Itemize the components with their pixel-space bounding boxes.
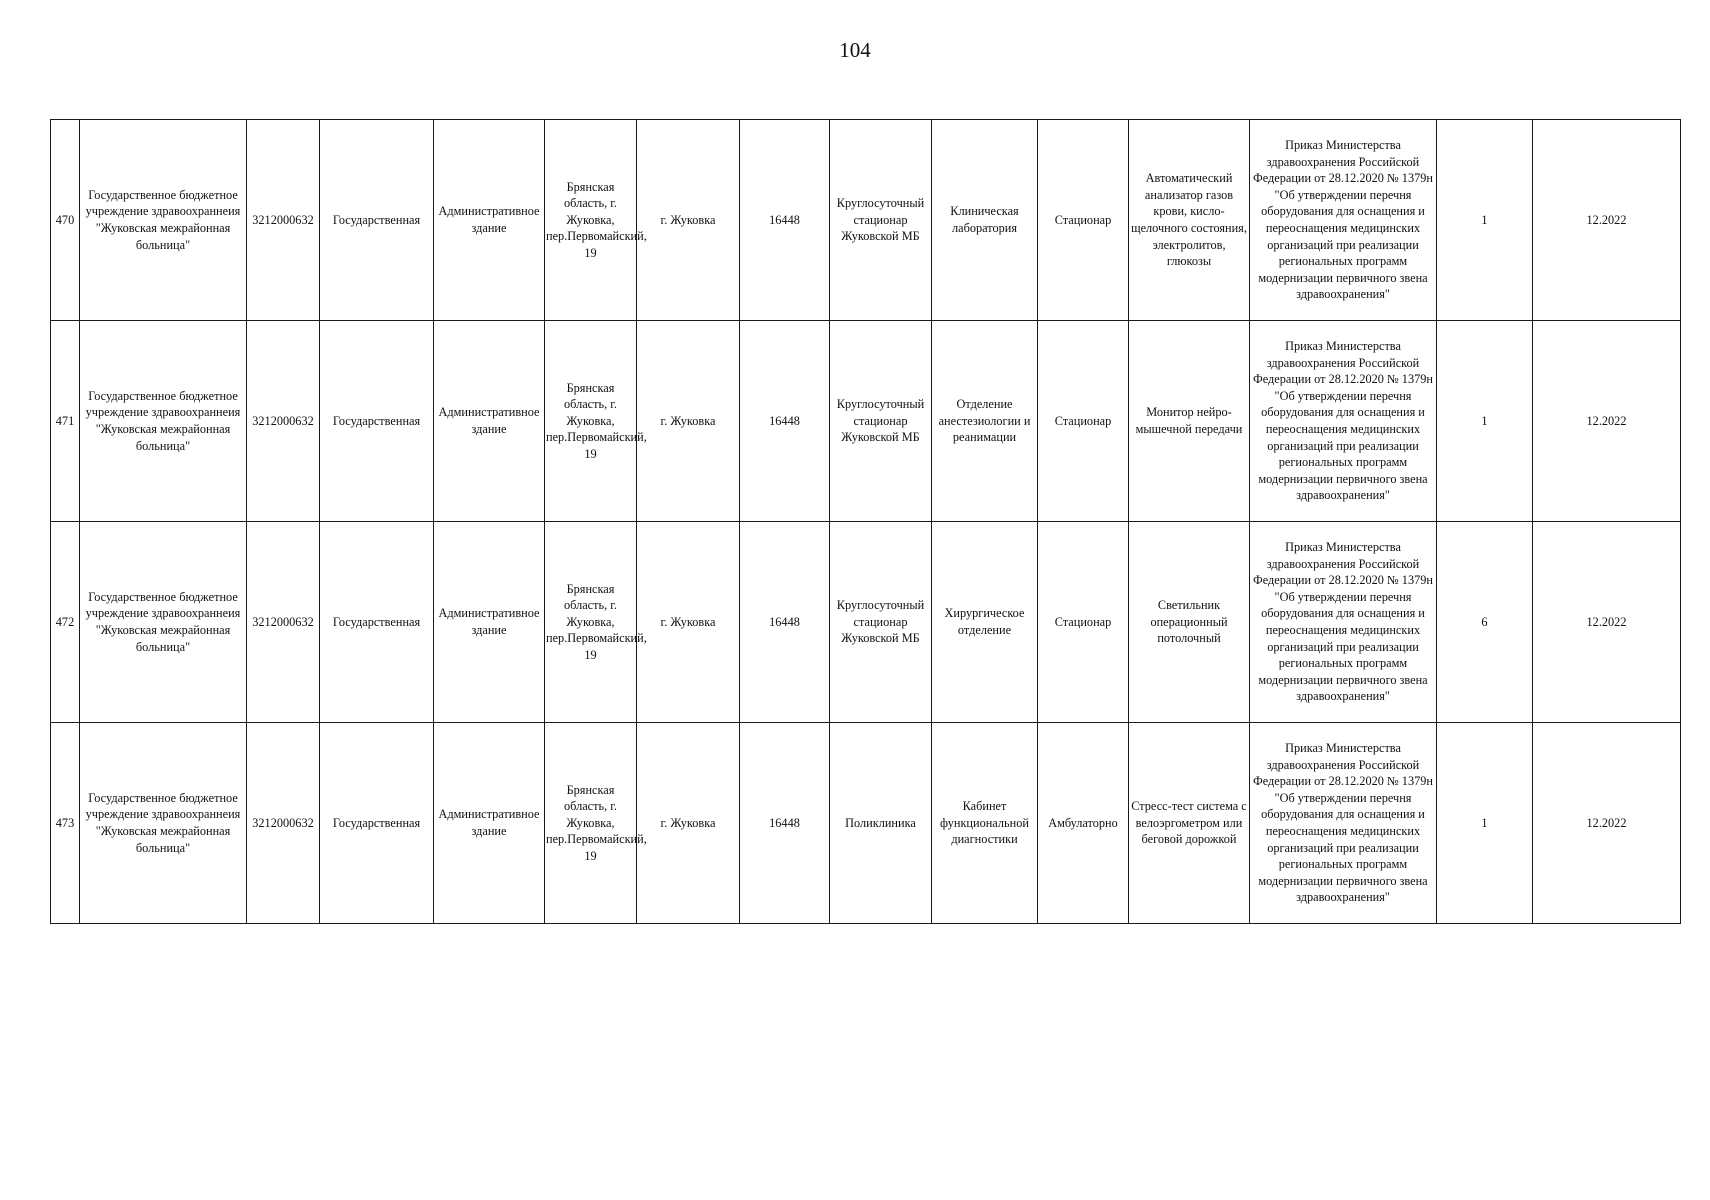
organization-name: Государственное бюджетное учреждение здравоохраннеия "Жуковская межрайонная больница" <box>80 321 247 522</box>
address: Брянская область, г. Жуковка, пер.Первомайский, 19 <box>545 120 637 321</box>
care-form: Стационар <box>1038 522 1129 723</box>
facility: Поликлиника <box>830 723 932 924</box>
equipment-name: Стресс-тест система с велоэргометром или беговой дорожкой <box>1129 723 1250 924</box>
facility: Круглосуточный стационар Жуковской МБ <box>830 120 932 321</box>
inn: 3212000632 <box>247 120 320 321</box>
city: г. Жуковка <box>637 120 740 321</box>
row-number: 471 <box>51 321 80 522</box>
building-type: Административное здание <box>434 723 545 924</box>
table-row <box>51 120 1681 321</box>
department: Клиническая лаборатория <box>932 120 1038 321</box>
ownership-form: Государственная <box>320 120 434 321</box>
quantity: 1 <box>1437 723 1533 924</box>
address: Брянская область, г. Жуковка, пер.Первомайский, 19 <box>545 723 637 924</box>
building-type: Административное здание <box>434 522 545 723</box>
department: Отделение анестезиологии и реанимации <box>932 321 1038 522</box>
building-type: Административное здание <box>434 120 545 321</box>
facility: Круглосуточный стационар Жуковской МБ <box>830 321 932 522</box>
oktmo-code: 16448 <box>740 522 830 723</box>
legal-basis: Приказ Министерства здравоохранения Российской Федерации от 28.12.2020 № 1379н "Об утверждении перечня оборудования для оснащения и переоснащения медицинских организаций при реализации региональных программ модернизации первичного звена здравоохранения" <box>1250 723 1437 924</box>
equipment-registry-table <box>50 119 1681 924</box>
oktmo-code: 16448 <box>740 120 830 321</box>
legal-basis: Приказ Министерства здравоохранения Российской Федерации от 28.12.2020 № 1379н "Об утверждении перечня оборудования для оснащения и переоснащения медицинских организаций при реализации региональных программ модернизации первичного звена здравоохранения" <box>1250 120 1437 321</box>
quantity: 1 <box>1437 120 1533 321</box>
facility: Круглосуточный стационар Жуковской МБ <box>830 522 932 723</box>
delivery-date: 12.2022 <box>1533 120 1681 321</box>
row-number: 472 <box>51 522 80 723</box>
quantity: 1 <box>1437 321 1533 522</box>
ownership-form: Государственная <box>320 522 434 723</box>
city: г. Жуковка <box>637 522 740 723</box>
care-form: Стационар <box>1038 120 1129 321</box>
address: Брянская область, г. Жуковка, пер.Первомайский, 19 <box>545 522 637 723</box>
equipment-name: Автоматический анализатор газов крови, кисло-щелочного состояния, электролитов, глюкозы <box>1129 120 1250 321</box>
city: г. Жуковка <box>637 723 740 924</box>
table-row <box>51 522 1681 723</box>
organization-name: Государственное бюджетное учреждение здравоохраннеия "Жуковская межрайонная больница" <box>80 522 247 723</box>
building-type: Административное здание <box>434 321 545 522</box>
row-number: 473 <box>51 723 80 924</box>
table-row <box>51 321 1681 522</box>
legal-basis: Приказ Министерства здравоохранения Российской Федерации от 28.12.2020 № 1379н "Об утверждении перечня оборудования для оснащения и переоснащения медицинских организаций при реализации региональных программ модернизации первичного звена здравоохранения" <box>1250 522 1437 723</box>
delivery-date: 12.2022 <box>1533 321 1681 522</box>
oktmo-code: 16448 <box>740 321 830 522</box>
row-number: 470 <box>51 120 80 321</box>
care-form: Амбулаторно <box>1038 723 1129 924</box>
inn: 3212000632 <box>247 321 320 522</box>
delivery-date: 12.2022 <box>1533 723 1681 924</box>
address: Брянская область, г. Жуковка, пер.Первомайский, 19 <box>545 321 637 522</box>
inn: 3212000632 <box>247 723 320 924</box>
equipment-name: Монитор нейро-мышечной передачи <box>1129 321 1250 522</box>
care-form: Стационар <box>1038 321 1129 522</box>
department: Хирургическое отделение <box>932 522 1038 723</box>
inn: 3212000632 <box>247 522 320 723</box>
oktmo-code: 16448 <box>740 723 830 924</box>
organization-name: Государственное бюджетное учреждение здравоохраннеия "Жуковская межрайонная больница" <box>80 120 247 321</box>
delivery-date: 12.2022 <box>1533 522 1681 723</box>
legal-basis: Приказ Министерства здравоохранения Российской Федерации от 28.12.2020 № 1379н "Об утверждении перечня оборудования для оснащения и переоснащения медицинских организаций при реализации региональных программ модернизации первичного звена здравоохранения" <box>1250 321 1437 522</box>
table-row <box>51 723 1681 924</box>
equipment-name: Светильник операционный потолочный <box>1129 522 1250 723</box>
page-number: 104 <box>839 38 871 62</box>
city: г. Жуковка <box>637 321 740 522</box>
ownership-form: Государственная <box>320 723 434 924</box>
ownership-form: Государственная <box>320 321 434 522</box>
quantity: 6 <box>1437 522 1533 723</box>
organization-name: Государственное бюджетное учреждение здравоохраннеия "Жуковская межрайонная больница" <box>80 723 247 924</box>
department: Кабинет функциональной диагностики <box>932 723 1038 924</box>
